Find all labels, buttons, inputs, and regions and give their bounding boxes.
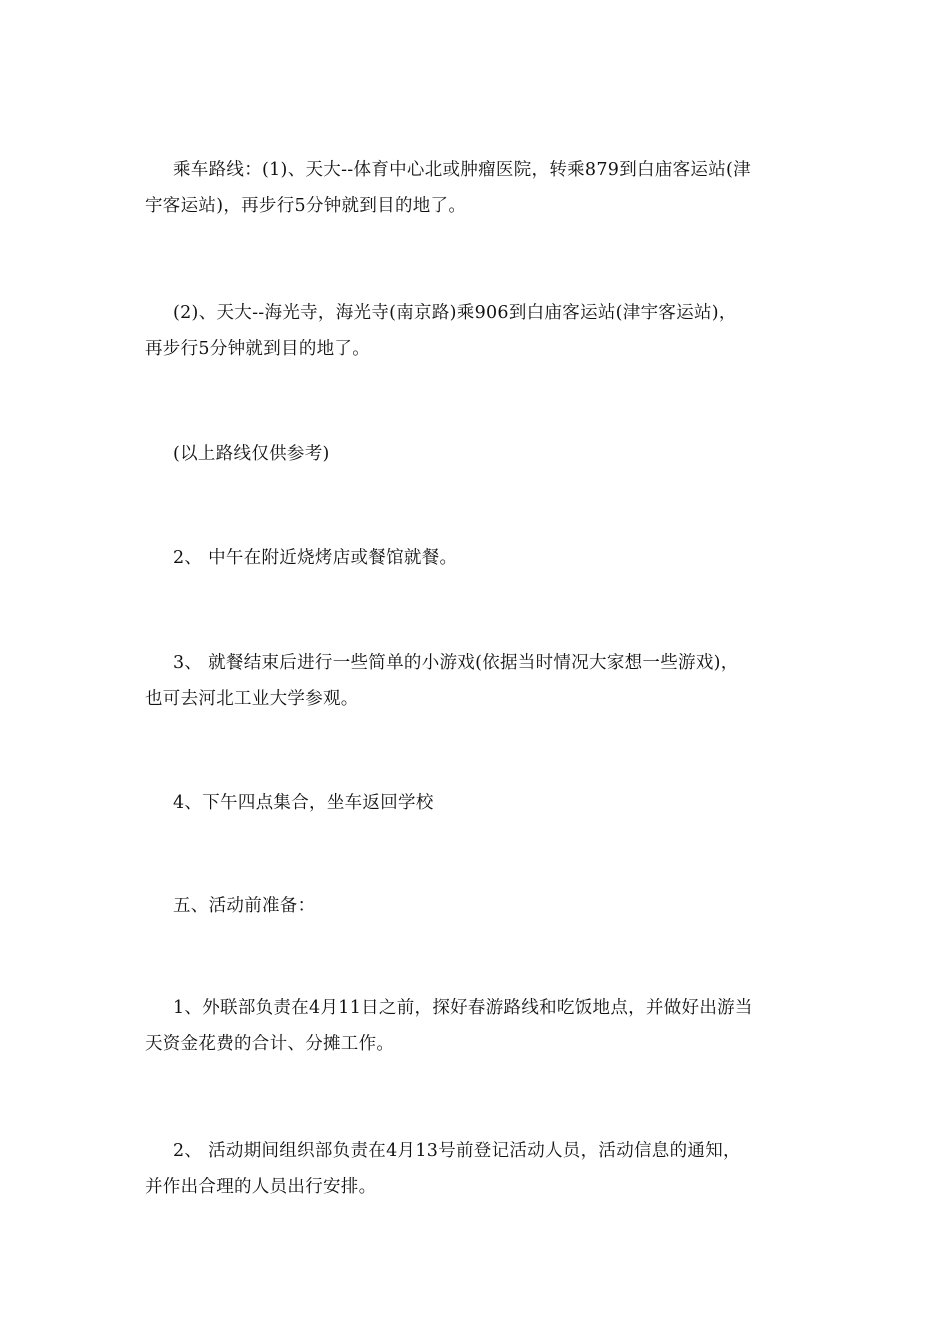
paragraph-route-note <box>145 436 805 472</box>
section-heading-preparation <box>145 888 805 924</box>
text-line: 也可去河北工业大学参观。 <box>145 689 359 709</box>
paragraph-return <box>145 785 805 821</box>
text-line: 乘车路线：(1)、天大--体育中心北或肿瘤医院，转乘879到白庙客运站(津 <box>173 160 751 180</box>
paragraph-bus-route-1 <box>145 152 805 224</box>
text-line: 五、活动前准备： <box>173 896 316 916</box>
paragraph-games <box>145 645 805 717</box>
text-line: 4、下午四点集合，坐车返回学校 <box>173 793 434 813</box>
text-line: 2、 中午在附近烧烤店或餐馆就餐。 <box>173 548 458 568</box>
text-line: 天资金花费的合计、分摊工作。 <box>145 1034 395 1054</box>
paragraph-lunch <box>145 540 805 576</box>
paragraph-bus-route-2 <box>145 295 805 367</box>
text-line: 3、 就餐结束后进行一些简单的小游戏(依据当时情况大家想一些游戏)， <box>173 653 739 673</box>
text-line: 再步行5分钟就到目的地了。 <box>145 339 371 359</box>
text-line: (2)、天大--海光寺，海光寺(南京路)乘906到白庙客运站(津宇客运站)， <box>173 303 737 323</box>
text-line: 2、 活动期间组织部负责在4月13号前登记活动人员，活动信息的通知， <box>173 1141 741 1161</box>
text-line: (以上路线仅供参考) <box>173 444 330 464</box>
paragraph-organization-dept <box>145 1133 805 1205</box>
text-line: 1、外联部负责在4月11日之前，探好春游路线和吃饭地点，并做好出游当 <box>173 998 753 1018</box>
text-line: 并作出合理的人员出行安排。 <box>145 1177 377 1197</box>
text-line: 宇客运站)，再步行5分钟就到目的地了。 <box>145 196 467 216</box>
paragraph-liaison-dept <box>145 990 805 1062</box>
